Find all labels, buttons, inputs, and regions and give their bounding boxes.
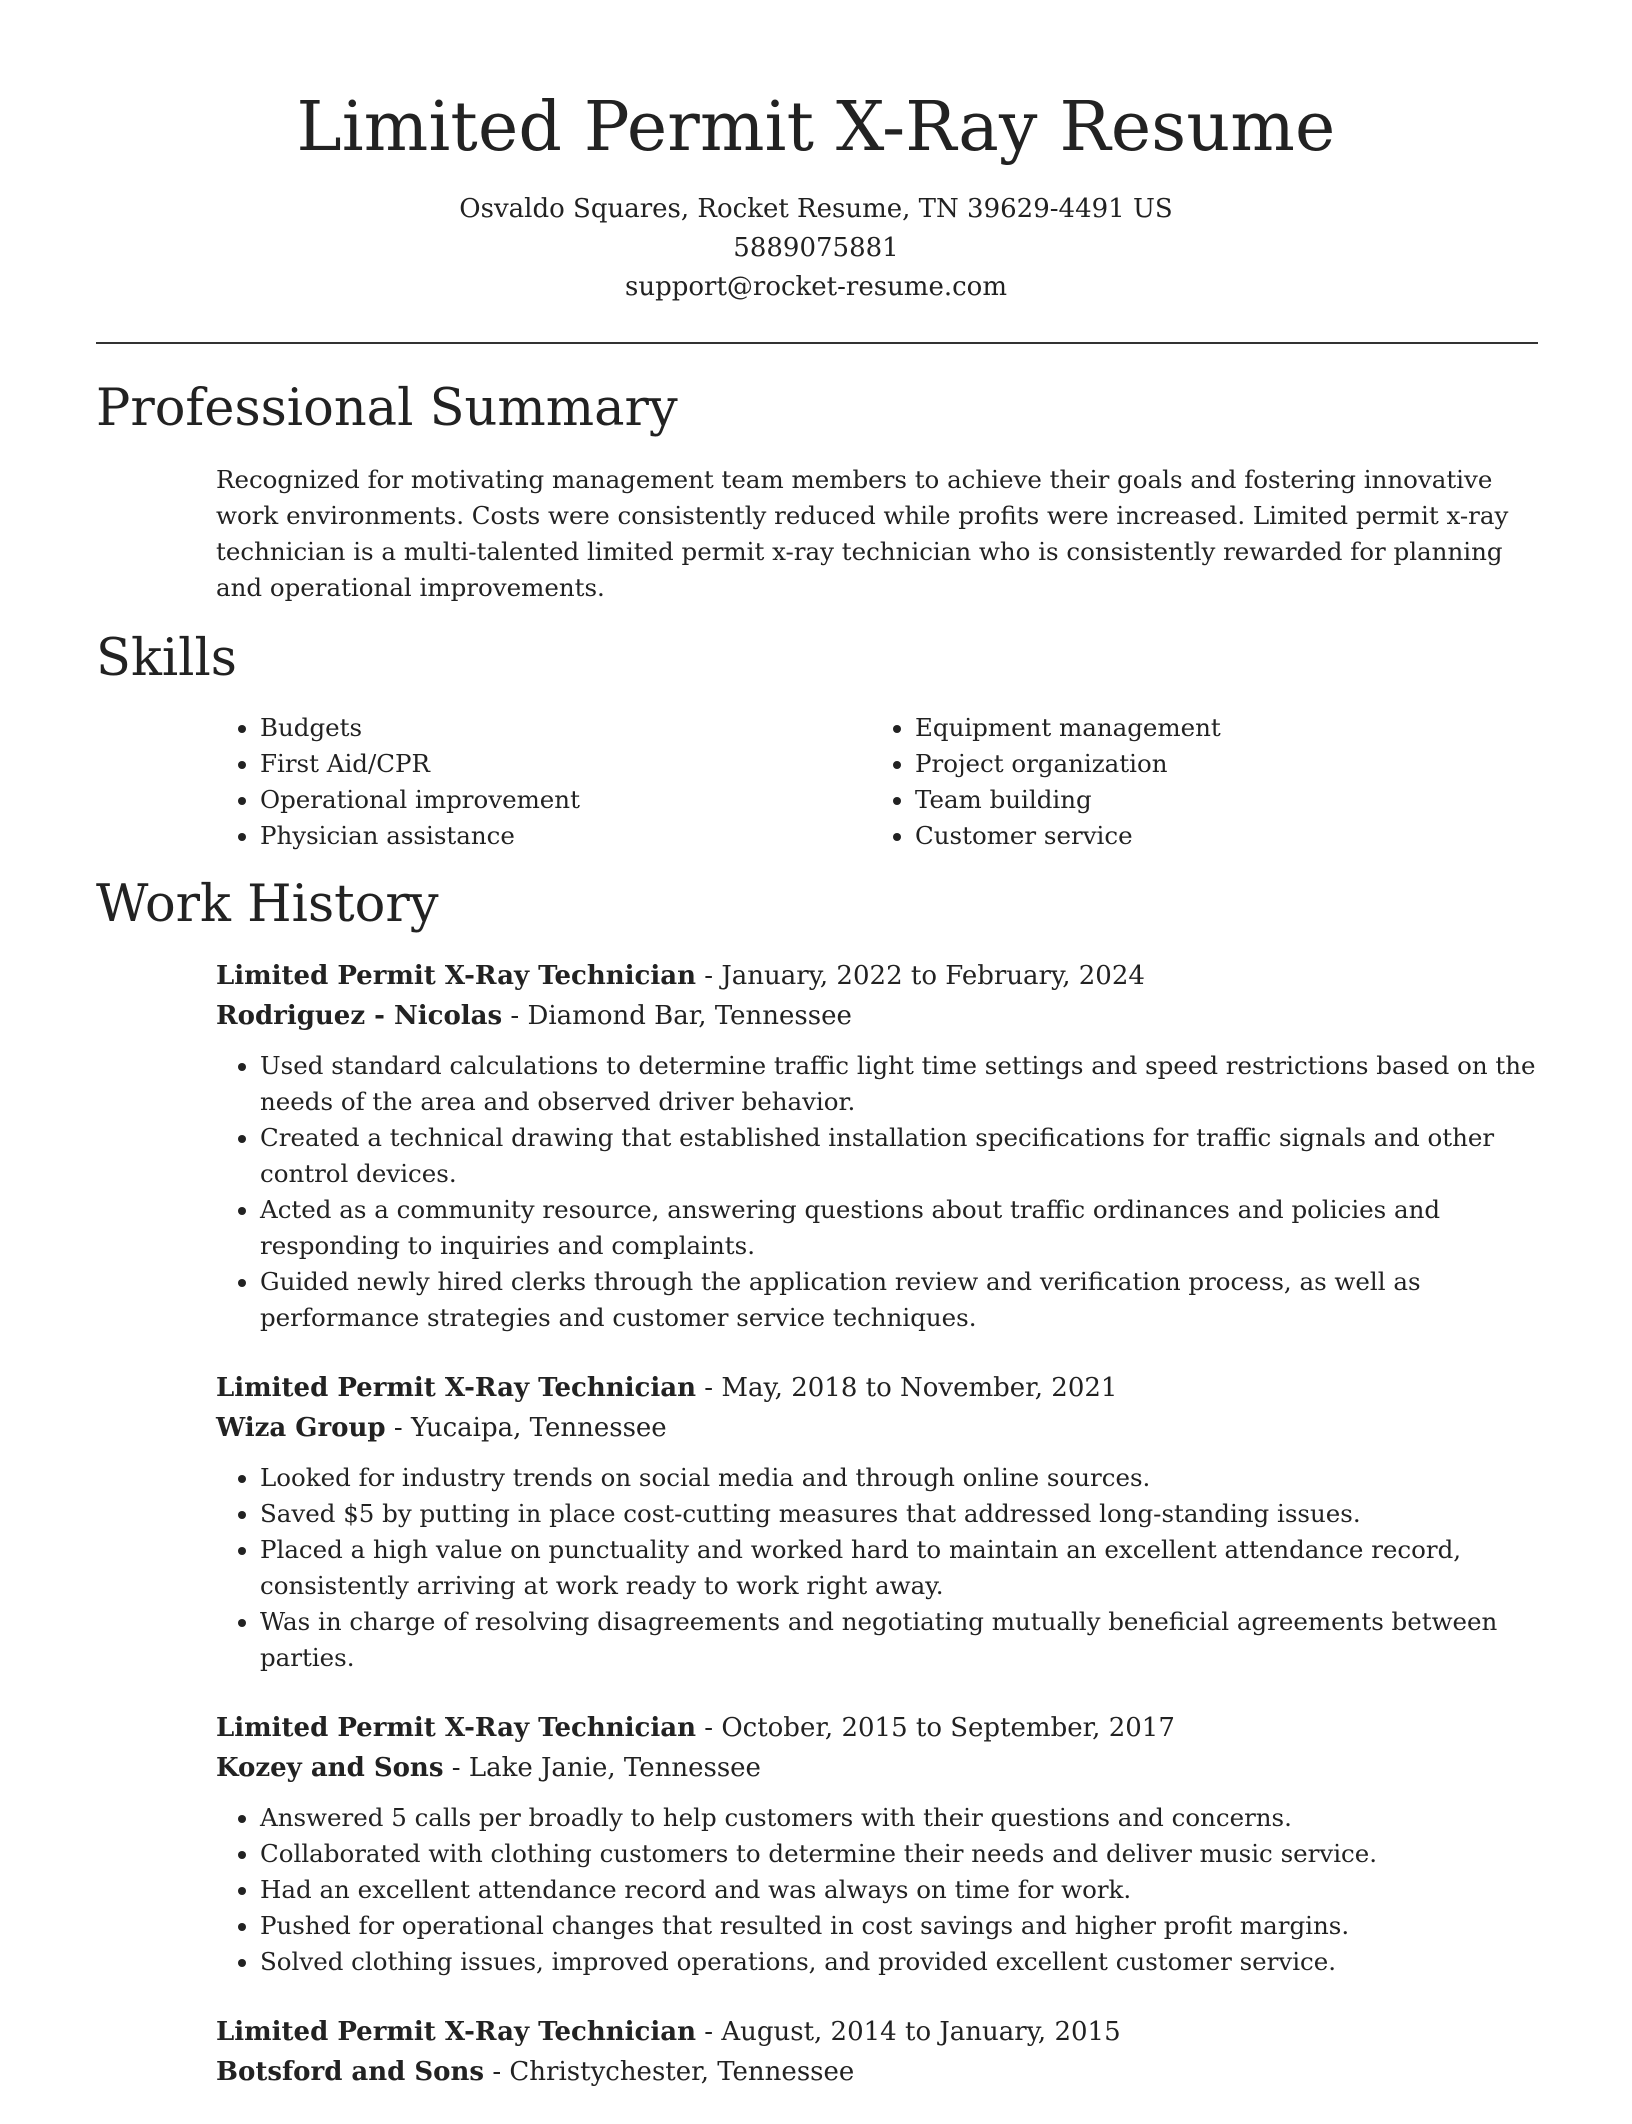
summary-text: Recognized for motivating management team members to achieve their goals and fostering innovative work environments. Costs were consistently reduced while profits were increased. Limited permit x-ray technician is a multi-talented limited permit x-ray technician who is consistently rewarded for planning and operational improvements.: [216, 465, 1509, 602]
job-entry: [216, 956, 1546, 1336]
job-bullet: • Saved $5 by putting in place cost-cutting measures that addressed long-standing issues.: [260, 1496, 1546, 1532]
job-dates: May, 2018 to November, 2021: [721, 1373, 1118, 1403]
job-title: Limited Permit X-Ray Technician: [216, 1713, 696, 1743]
contact-email: support@rocket-resume.com: [624, 272, 1007, 302]
job-bullet: • Acted as a community resource, answering questions about traffic ordinances and policies and responding to inquiries and complaints.: [260, 1192, 1546, 1264]
summary-heading: Professional Summary: [96, 379, 678, 438]
job-bullets: [216, 1800, 1546, 1980]
job-dates: October, 2015 to September, 2017: [721, 1713, 1175, 1743]
job-company-line: Kozey and Sons - Lake Janie, Tennessee: [216, 1753, 761, 1783]
job-entry: [216, 1708, 1546, 1980]
job-title-line: Limited Permit X-Ray Technician - October, 2015 to September, 2017: [216, 1713, 1175, 1743]
job-title-line: Limited Permit X-Ray Technician - January, 2022 to February, 2024: [216, 961, 1145, 991]
job-location: Lake Janie, Tennessee: [468, 1753, 761, 1783]
job-dates: January, 2022 to February, 2024: [721, 961, 1145, 991]
job-location: Christychester, Tennessee: [509, 2057, 855, 2087]
skills-column-left: [216, 710, 871, 854]
work-history-heading: Work History: [96, 875, 439, 934]
job-bullet: • Solved clothing issues, improved operations, and provided excellent customer service.: [260, 1944, 1546, 1980]
skill-item: • Budgets: [260, 710, 871, 746]
job-company: Wiza Group: [216, 1413, 386, 1443]
job-entry: [216, 1368, 1546, 1676]
resume-header: [0, 78, 1632, 307]
work-history-list: [216, 956, 1546, 2124]
resume-title: Limited Permit X-Ray Resume: [296, 88, 1336, 167]
job-title: Limited Permit X-Ray Technician: [216, 1373, 696, 1403]
job-bullet: • Collaborated with clothing customers to determine their needs and deliver music service.: [260, 1836, 1546, 1872]
job-bullets: [216, 1460, 1546, 1676]
job-bullets: [216, 1048, 1546, 1336]
skills-column-right: [871, 710, 1526, 854]
job-bullet: • Used standard calculations to determine traffic light time settings and speed restrictions based on the needs of the area and observed driver behavior.: [260, 1048, 1546, 1120]
skill-item: • Operational improvement: [260, 782, 871, 818]
job-dates: August, 2014 to January, 2015: [721, 2017, 1121, 2047]
job-bullet: • Was in charge of resolving disagreements and negotiating mutually beneficial agreements between parties.: [260, 1604, 1546, 1676]
skills-list: [216, 710, 1526, 854]
job-company: Kozey and Sons: [216, 1753, 444, 1783]
skill-item: • Physician assistance: [260, 818, 871, 854]
job-title: Limited Permit X-Ray Technician: [216, 2017, 696, 2047]
job-bullet: • Looked for industry trends on social media and through online sources.: [260, 1460, 1546, 1496]
job-bullet: • Pushed for operational changes that resulted in cost savings and higher profit margins.: [260, 1908, 1546, 1944]
job-company: Rodriguez - Nicolas: [216, 1001, 503, 1031]
skill-item: • First Aid/CPR: [260, 746, 871, 782]
header-divider: [96, 342, 1538, 344]
job-title: Limited Permit X-Ray Technician: [216, 961, 696, 991]
skill-item: • Team building: [915, 782, 1526, 818]
job-title-line: Limited Permit X-Ray Technician - August, 2014 to January, 2015: [216, 2017, 1121, 2047]
skill-item: • Project organization: [915, 746, 1526, 782]
job-location: Yucaipa, Tennessee: [410, 1413, 667, 1443]
job-company-line: Wiza Group - Yucaipa, Tennessee: [216, 1413, 667, 1443]
job-company: Botsford and Sons: [216, 2057, 485, 2087]
job-company-line: Rodriguez - Nicolas - Diamond Bar, Tennessee: [216, 1001, 852, 1031]
skill-item: • Equipment management: [915, 710, 1526, 746]
job-company-line: Botsford and Sons - Christychester, Tennessee: [216, 2057, 855, 2087]
job-bullet: • Guided newly hired clerks through the application review and verification process, as well as performance strategies and customer service techniques.: [260, 1264, 1546, 1336]
skill-item: • Customer service: [915, 818, 1526, 854]
contact-address: Osvaldo Squares, Rocket Resume, TN 39629-4491 US: [459, 194, 1173, 224]
skills-heading: Skills: [96, 629, 237, 688]
job-bullet: • Answered 5 calls per broadly to help customers with their questions and concerns.: [260, 1800, 1546, 1836]
contact-phone: 5889075881: [733, 233, 899, 263]
job-bullet: • Created a technical drawing that established installation specifications for traffic signals and other control devices.: [260, 1120, 1546, 1192]
job-bullet: • Had an excellent attendance record and was always on time for work.: [260, 1872, 1546, 1908]
job-bullet: • Placed a high value on punctuality and worked hard to maintain an excellent attendance record, consistently arriving at work ready to work right away.: [260, 1532, 1546, 1604]
job-location: Diamond Bar, Tennessee: [527, 1001, 852, 1031]
job-entry: [216, 2012, 1546, 2092]
job-title-line: Limited Permit X-Ray Technician - May, 2018 to November, 2021: [216, 1373, 1118, 1403]
